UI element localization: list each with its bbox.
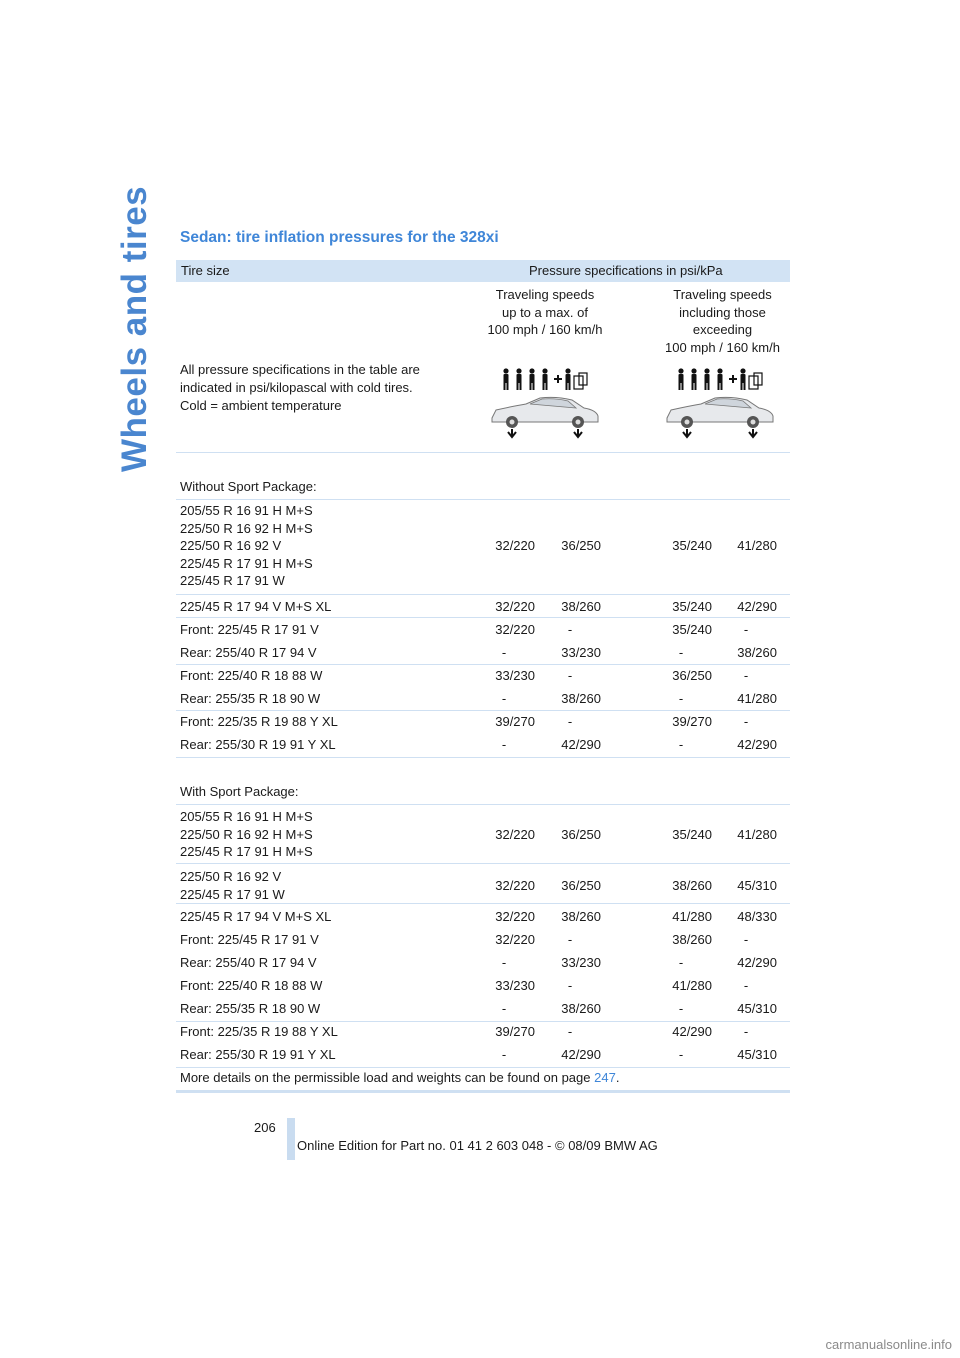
pressure-value-cell: - [678,1047,684,1062]
tire-size-cell: Front: 225/40 R 18 88 W [180,978,323,993]
tire-size-cell: 225/45 R 17 94 V M+S XL [180,599,332,614]
pressure-value-cell: 39/270 [495,1024,535,1039]
pressure-value-cell: - [501,1047,507,1062]
pressure-value-cell: - [501,737,507,752]
pressure-value-cell: - [743,714,749,729]
divider [176,1021,790,1022]
tire-size-cell: Rear: 255/35 R 18 90 W [180,1001,321,1016]
divider [176,863,790,864]
pressure-value-cell: - [567,622,573,637]
watermark: carmanualsonline.info [825,1337,952,1352]
pressure-value-cell: 32/220 [495,538,535,553]
pressure-value-cell: 41/280 [737,691,777,706]
pressure-value-cell: 42/290 [737,737,777,752]
pressure-value-cell: - [678,645,684,660]
pressure-value-cell: 38/260 [672,877,712,893]
pressure-value-cell: - [743,668,749,683]
pressure-value-cell: 42/290 [561,737,601,752]
pressure-value-cell: 48/330 [737,909,777,924]
divider [176,617,790,618]
tire-size-cell: Rear: 255/30 R 19 91 Y XL [180,737,336,752]
pressure-value-cell: 33/230 [561,955,601,970]
tire-size-cell: 225/45 R 17 91 W [180,573,285,588]
divider [176,710,790,711]
pressure-value-cell: - [743,622,749,637]
pressure-value-cell: - [501,1001,507,1016]
pressure-value-cell: 41/280 [672,909,712,924]
speed-exceeding-100-label: Traveling speeds including those exceeding 100 mph / 160 km/h [665,287,780,355]
tire-size-cell: 225/45 R 17 91 W [180,886,285,902]
pressure-value-cell: 32/220 [495,932,535,947]
tire-size-cell: 225/45 R 17 91 H M+S [180,555,313,571]
tire-size-cell: 205/55 R 16 91 H M+S [180,503,313,518]
sedan-load-icon-a [484,366,602,440]
page-number: 206 [254,1120,276,1135]
pressure-value-cell: 32/220 [495,877,535,893]
pressure-value-cell: 42/290 [561,1047,601,1062]
pressure-value-cell: 41/280 [737,826,777,842]
divider [176,499,790,500]
pressure-value-cell: - [743,978,749,993]
pressure-value-cell: - [743,932,749,947]
page-heading: Sedan: tire inflation pressures for the 328xi [180,229,499,246]
tire-size-cell: Front: 225/40 R 18 88 W [180,668,323,683]
pressure-value-cell: 38/260 [672,932,712,947]
pressure-value-cell: 42/290 [737,599,777,614]
pressure-value-cell: - [678,737,684,752]
side-section-title: Wheels and tires [115,185,154,472]
more-details-text: More details on the permissible load and weights can be found on page 247. [180,1070,620,1085]
pressure-value-cell: 38/260 [561,691,601,706]
tire-size-cell: Front: 225/35 R 19 88 Y XL [180,714,338,729]
pressure-value-cell: 33/230 [495,668,535,683]
pressure-note: All pressure specifications in the table are indicated in psi/kilopascal with cold tires. Cold = ambient temperature [180,362,420,413]
pressure-value-cell: - [678,955,684,970]
tire-size-cell: 225/50 R 16 92 V [180,869,282,884]
pressure-value-cell: - [501,691,507,706]
tire-size-cell: Rear: 255/40 R 17 94 V [180,645,317,660]
pressure-value-cell: 38/260 [561,909,601,924]
tire-size-cell: Rear: 255/40 R 17 94 V [180,955,317,970]
sedan-load-icon-b [659,366,777,440]
pressure-value-cell: 39/270 [495,714,535,729]
header-tire-size: Tire size [181,263,230,278]
pressure-value-cell: 33/230 [561,645,601,660]
pressure-value-cell: - [567,668,573,683]
pressure-value-cell: 35/240 [672,826,712,842]
pressure-value-cell: - [567,1024,573,1039]
pressure-value-cell: 36/250 [561,826,601,842]
pressure-value-cell: 45/310 [737,1001,777,1016]
pressure-value-cell: 35/240 [672,538,712,553]
tire-size-cell: Front: 225/45 R 17 91 V [180,622,319,637]
four-persons-plus-luggage-icon [503,368,570,390]
tire-size-cell: Rear: 255/30 R 19 91 Y XL [180,1047,336,1062]
pressure-value-cell: - [567,932,573,947]
footer-text: Online Edition for Part no. 01 41 2 603 048 - © 08/09 BMW AG [297,1138,658,1153]
section-without-sport: Without Sport Package: [180,479,317,494]
pressure-value-cell: 35/240 [672,622,712,637]
pressure-value-cell: 45/310 [737,1047,777,1062]
table-bottom-rule [176,1090,790,1093]
pressure-value-cell: 32/220 [495,599,535,614]
tire-size-cell: Rear: 255/35 R 18 90 W [180,691,321,706]
pressure-value-cell: 32/220 [495,909,535,924]
pressure-value-cell: 33/230 [495,978,535,993]
divider [176,664,790,665]
pressure-value-cell: 38/260 [561,1001,601,1016]
footer-bar [287,1118,295,1160]
pressure-value-cell: 36/250 [561,877,601,893]
pressure-value-cell: - [678,1001,684,1016]
pressure-value-cell: 38/260 [561,599,601,614]
pressure-value-cell: 36/250 [561,538,601,553]
pressure-value-cell: 41/280 [672,978,712,993]
table-header [176,260,790,282]
pressure-value-cell: 41/280 [737,538,777,553]
pressure-value-cell: 35/240 [672,599,712,614]
pressure-value-cell: - [501,645,507,660]
pressure-value-cell: 39/270 [672,714,712,729]
divider [176,804,790,805]
divider [176,903,790,904]
tire-size-cell: Front: 225/45 R 17 91 V [180,932,319,947]
tire-size-cell: 225/50 R 16 92 H M+S [180,826,313,842]
tire-size-cell: Front: 225/35 R 19 88 Y XL [180,1024,338,1039]
pressure-value-cell: 42/290 [737,955,777,970]
pressure-value-cell: 38/260 [737,645,777,660]
divider [176,594,790,595]
pressure-value-cell: 36/250 [672,668,712,683]
divider [176,1067,790,1068]
section-with-sport: With Sport Package: [180,784,299,799]
page-link[interactable]: 247 [594,1070,616,1085]
pressure-value-cell: - [678,691,684,706]
tire-size-cell: 225/45 R 17 94 V M+S XL [180,909,332,924]
pressure-value-cell: 42/290 [672,1024,712,1039]
sedan-car-side-icon [492,397,598,437]
speed-up-to-100-label: Traveling speeds up to a max. of 100 mph / 160 km/h [487,287,603,337]
divider [176,452,790,453]
pressure-value-cell: 32/220 [495,622,535,637]
pressure-value-cell: - [567,714,573,729]
tire-size-cell: 225/50 R 16 92 H M+S [180,520,313,536]
pressure-value-cell: - [743,1024,749,1039]
pressure-value-cell: 45/310 [737,877,777,893]
divider [176,757,790,758]
header-pressure: Pressure specifications in psi/kPa [529,263,723,278]
pressure-value-cell: - [501,955,507,970]
tire-size-cell: 225/50 R 16 92 V [180,538,282,553]
tire-size-cell: 225/45 R 17 91 H M+S [180,844,313,859]
four-persons-plus-luggage-icon [678,368,745,390]
sedan-car-side-icon [667,397,773,437]
pressure-value-cell: 32/220 [495,826,535,842]
tire-size-cell: 205/55 R 16 91 H M+S [180,809,313,824]
pressure-value-cell: - [567,978,573,993]
